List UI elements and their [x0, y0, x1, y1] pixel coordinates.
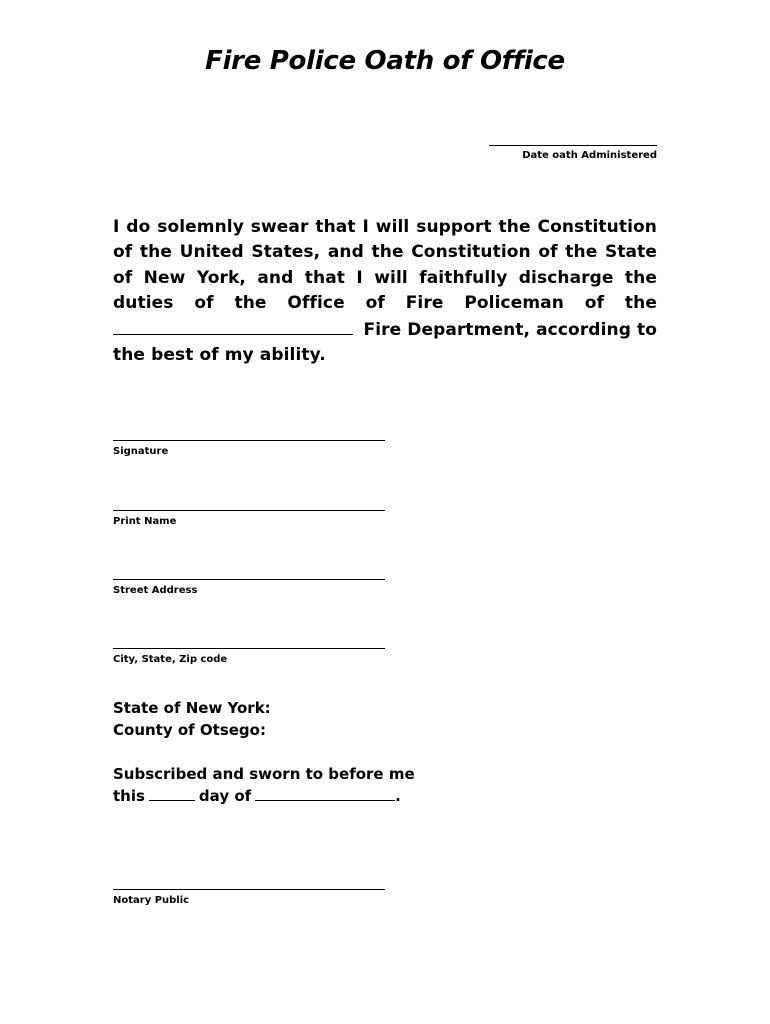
city-state-zip-label: City, State, Zip code — [113, 654, 228, 665]
venue-county: County of Otsego: — [113, 721, 266, 739]
date-administered-line[interactable] — [489, 145, 657, 146]
oath-line-4: duties of the Office of Fire Policeman of the — [113, 292, 657, 313]
notary-label: Notary Public — [113, 895, 190, 906]
jurat-line-2 — [113, 785, 415, 807]
jurat-day-of: day of — [198, 787, 252, 805]
street-address-line[interactable] — [113, 579, 385, 580]
fire-department-blank[interactable] — [113, 316, 353, 335]
signature-label: Signature — [113, 446, 169, 457]
oath-line-3: of New York, and that I will faithfully discharge the — [113, 267, 657, 288]
city-state-zip-line[interactable] — [113, 648, 385, 649]
venue-block — [113, 697, 271, 741]
oath-line-1: I do solemnly swear that I will support the Constitution — [113, 217, 657, 237]
signature-line[interactable] — [113, 440, 385, 441]
document-title: Fire Police Oath of Office — [205, 46, 565, 76]
jurat-line-1: Subscribed and sworn to before me — [113, 765, 415, 783]
street-address-label: Street Address — [113, 585, 198, 596]
date-administered-label: Date oath Administered — [522, 150, 657, 161]
jurat-period: . — [395, 787, 401, 805]
month-blank[interactable] — [255, 785, 395, 801]
venue-state: State of New York: — [113, 699, 271, 717]
jurat-this: this — [113, 787, 145, 805]
street-address-field — [113, 579, 385, 596]
city-state-zip-field — [113, 648, 385, 665]
jurat-block — [113, 763, 415, 807]
notary-line[interactable] — [113, 889, 385, 890]
print-name-label: Print Name — [113, 516, 177, 527]
oath-line-2: of the United States, and the Constitution of the State — [113, 242, 657, 263]
oath-line-5 — [113, 316, 657, 343]
signature-field — [113, 440, 385, 457]
date-administered-field — [489, 145, 657, 161]
oath-text — [113, 215, 657, 369]
print-name-line[interactable] — [113, 510, 385, 511]
day-blank[interactable] — [149, 785, 195, 801]
oath-line-5-text: Fire Department, according to — [363, 320, 657, 341]
notary-field — [113, 889, 385, 906]
print-name-field — [113, 510, 385, 527]
oath-line-6: the best of my ability. — [113, 345, 326, 366]
